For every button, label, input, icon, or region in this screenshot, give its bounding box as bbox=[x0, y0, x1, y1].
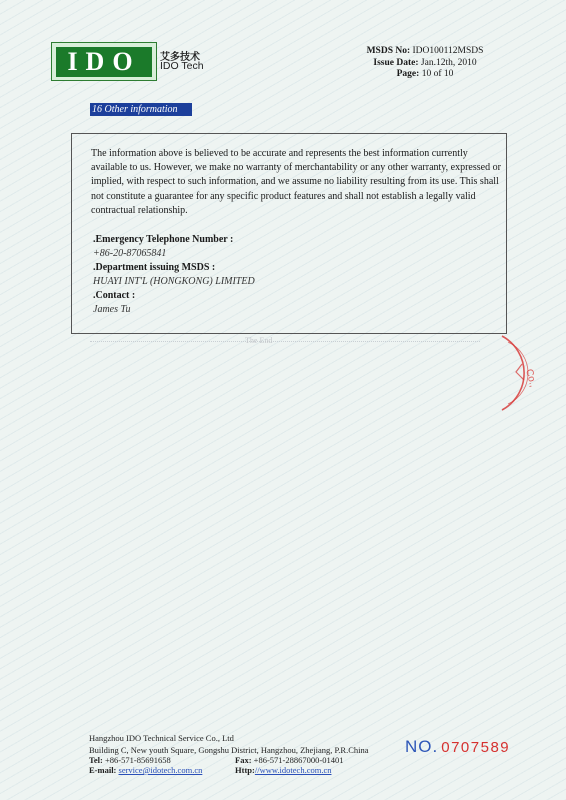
company-seal-stamp bbox=[492, 328, 552, 418]
disclaimer-paragraph: The information above is believed to be accurate and represents the best information currently available to us. However, we make no warranty of merchantability or any other warranty, expressed or implied, with respect to such information, and we assume no liability resulting from its use. This shall not constitute a guarantee for any specific product features and shall not establish a legally valid contractual relationship. bbox=[91, 148, 501, 216]
website-link[interactable]: //www.idotech.com.cn bbox=[254, 765, 332, 775]
footer-company: Hangzhou IDO Technical Service Co., Ltd bbox=[89, 733, 234, 743]
issue-date: Jan.12th, 2010 bbox=[420, 57, 477, 68]
email-link[interactable]: service@idotech.com.cn bbox=[118, 765, 203, 775]
end-text: The End bbox=[245, 336, 273, 345]
page-label: Page: bbox=[396, 69, 420, 79]
issue-date-label: Issue Date: bbox=[373, 57, 419, 68]
footer-website bbox=[235, 765, 331, 775]
department-label: .Department issuing MSDS : bbox=[93, 262, 216, 273]
footer-address: Building C, New youth Square, Gongshu District, Hangzhou, Zhejiang, P.R.China bbox=[89, 745, 369, 755]
issue-date-line bbox=[350, 58, 500, 70]
company-name-en: IDO Tech bbox=[160, 60, 204, 72]
fax-value: +86-571-28867000-01401 bbox=[253, 755, 344, 765]
footer-email bbox=[89, 765, 202, 775]
tel-label: Tel: bbox=[89, 755, 103, 765]
serial-label: NO. bbox=[405, 737, 439, 756]
company-logo bbox=[51, 42, 157, 81]
msds-number: IDO100112MSDS bbox=[412, 46, 484, 56]
msds-header-info bbox=[350, 46, 500, 81]
section-title: 16 Other information bbox=[90, 103, 192, 116]
page-number-line bbox=[350, 69, 500, 81]
serial-value: 0707589 bbox=[441, 739, 511, 756]
contact-label: .Contact : bbox=[93, 290, 136, 301]
msds-number-label: MSDS No: bbox=[366, 46, 411, 56]
emergency-phone-value: +86-20-87065841 bbox=[93, 248, 167, 259]
company-name-cn: 艾多技术 bbox=[160, 52, 200, 63]
tel-value: +86-571-85691658 bbox=[104, 755, 171, 765]
msds-number-line bbox=[350, 46, 500, 58]
fax-label: Fax: bbox=[235, 755, 252, 765]
contact-value: James Tu bbox=[93, 304, 131, 315]
footer-contact-line-1 bbox=[89, 755, 171, 765]
footer-fax bbox=[235, 755, 343, 765]
serial-number bbox=[405, 737, 510, 757]
svg-text:Co.,: Co., bbox=[523, 367, 539, 389]
http-label: Http: bbox=[235, 765, 255, 775]
emergency-phone-label: .Emergency Telephone Number : bbox=[93, 234, 234, 245]
department-value: HUAYI INT'L (HONGKONG) LIMITED bbox=[93, 276, 255, 287]
email-label: E-mail: bbox=[89, 765, 117, 775]
logo-text: IDO bbox=[56, 47, 152, 77]
end-divider bbox=[90, 341, 480, 343]
page-number: 10 of 10 bbox=[421, 69, 454, 79]
